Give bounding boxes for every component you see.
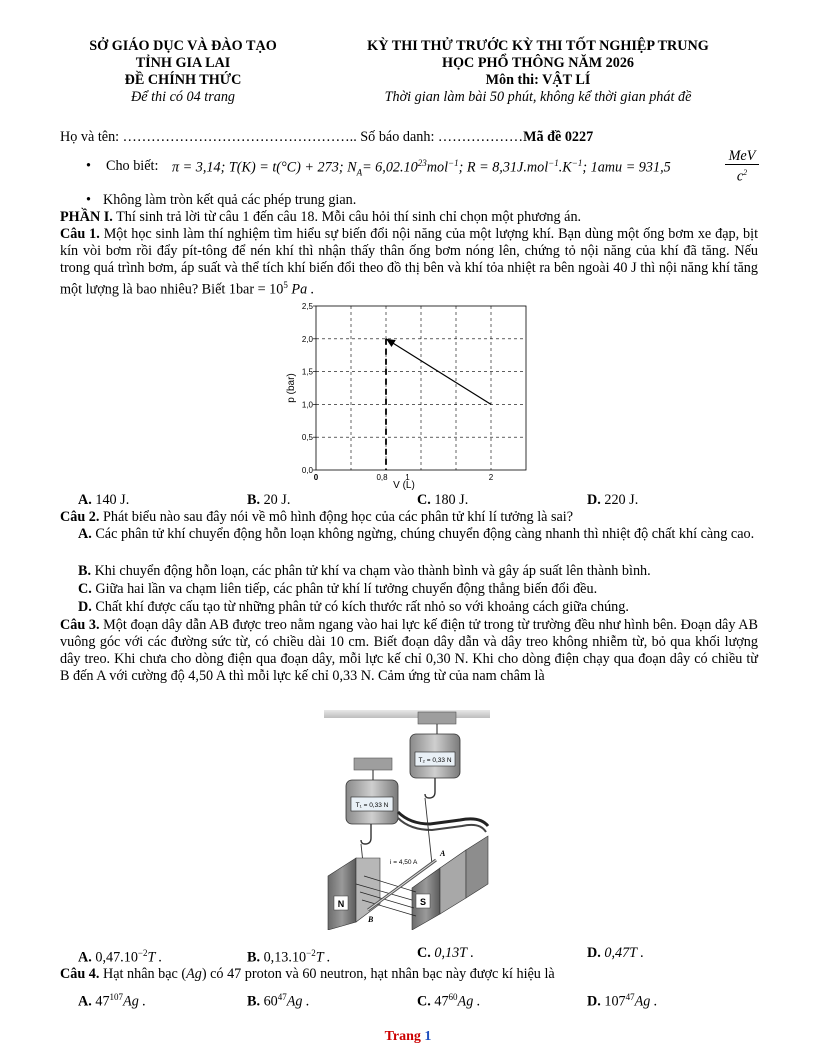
- chart-y-tick-label: 2,0: [301, 334, 313, 344]
- province-name: TỈNH GIA LAI: [135, 55, 231, 71]
- magnet-figure: [320, 708, 494, 930]
- chart-y-tick-label: 0,0: [301, 466, 313, 475]
- name-field-label: Họ và tên: …………………………………………..: [60, 129, 357, 145]
- given-bullet-1: • Cho biết: π = 3,14; T(K) = t(°C) + 273; $N_A= 6,02.10^{23}mol^{-1}$; $R = 8,31J.mol^{-1}.K^{-1}$; 1amu = 931,5 MeV $c^2$: [86, 153, 766, 187]
- q4-option-a[interactable]: A. $47^{107}Ag$ .: [78, 992, 146, 1010]
- dept-name: SỞ GIÁO DỤC VÀ ĐÀO TẠO: [89, 38, 277, 54]
- current-label: i = 4,50 A: [390, 859, 418, 866]
- given-formula: π = 3,14; T(K) = t(°C) + 273; $N_A= 6,02.10^{23}mol^{-1}$; $R = 8,31J.mol^{-1}.K^{-1}$; 1amu = 931,5: [172, 158, 671, 178]
- left-scale-reading: T₁ = 0,33 N: [355, 802, 389, 809]
- question-3: Câu 3. Một đoạn dây dẫn AB được treo nằm ngang vào hai lực kế điện tử trong từ trường đều như hình bên. Đoạn dây AB vuông góc với các đường sức từ, có chiều dài 10 cm. Biết đoạn dây dẫn và dây treo không nhiễm từ, bỏ qua khối lượng dây treo. Khi chưa cho dòng điện qua đoạn dây, mỗi lực kế chỉ 0,30 N. Khi cho dòng điện chạy qua đoạn dây có chiều từ B đến A với cường độ 4,50 A thì mỗi lực kế chỉ 0,33 N. Cảm ứng từ của nam châm là: [60, 617, 759, 684]
- official-label: ĐỀ CHÍNH THỨC: [124, 72, 242, 88]
- q2-option-a[interactable]: A. Các phân tử khí chuyển động hỗn loạn không ngừng, chúng chuyển động càng nhanh thì nhiệt độ chất khí càng cao.: [78, 526, 755, 542]
- chart-y-tick-label: 0,5: [301, 433, 313, 443]
- q1-option-c[interactable]: C. 180 J.: [417, 492, 469, 508]
- chart-arrowhead: [386, 339, 396, 347]
- chart-x-tick-label: 0: [313, 473, 319, 482]
- chart-x-tick-label: 1: [405, 473, 410, 482]
- q2-option-c[interactable]: C. Giữa hai lần va chạm liên tiếp, các phân tử khí lí tưởng chuyển động thẳng biến đổi đều.: [78, 581, 598, 597]
- magnet-n: [328, 858, 356, 930]
- chart-ticks: [302, 302, 494, 482]
- right-mount: [418, 712, 456, 724]
- part1-heading: PHẦN I. Thí sinh trả lời từ câu 1 đến câu 18. Mỗi câu hỏi thí sinh chỉ chọn một phương án.: [60, 209, 582, 225]
- ceiling-bar: [324, 710, 490, 718]
- question-2: Câu 2. Phát biểu nào sau đây nói về mô hình động học của các phân tử khí lí tưởng là sai?: [60, 509, 574, 525]
- q3-option-b[interactable]: B. $0,13.10^{-2}T$ .: [247, 948, 331, 966]
- q4-option-d[interactable]: D. $107^{47}Ag$ .: [587, 992, 658, 1010]
- cable: [398, 812, 488, 826]
- subject: Môn thi: VẬT LÍ: [485, 72, 591, 88]
- q4-option-b[interactable]: B. $60^{47}Ag$ .: [247, 992, 310, 1010]
- page-footer: [0, 1029, 816, 1045]
- sbd-field-label: Số báo danh: ………………: [360, 129, 524, 145]
- question-1: Câu 1. Một học sinh làm thí nghiệm tìm hiểu sự biến đổi nội năng của một lượng khí. Bạn dùng một ống bơm xe đạp, bịt kín vòi bơm rồi đẩy pít-tông để nén khí thì nhận thấy thân ống bơm nóng lên, chứng tỏ nội năng của khí đã tăng. Nếu trong quá trình bơm, áp suất và thể tích khí biến đổi theo đồ thị bên và khí tỏa nhiệt ra bên ngoài 40 J thì nội năng khí tăng một lượng là bao nhiêu? Biết $1bar = 10^5$ Pa .: [60, 226, 759, 298]
- q1-option-d[interactable]: D. 220 J.: [587, 492, 639, 508]
- given-bullet-2: • Không làm tròn kết quả các phép trung gian.: [86, 192, 357, 208]
- student-info: [60, 129, 760, 146]
- footer-page-number: 1: [424, 1029, 432, 1044]
- chart-xlabel: V (L): [393, 480, 415, 491]
- pole-n-label: N: [337, 899, 345, 909]
- chart-ylabel: p (bar): [286, 373, 297, 403]
- q1-option-a[interactable]: A. 140 J.: [78, 492, 130, 508]
- exam-title-2: HỌC PHỔ THÔNG NĂM 2026: [441, 55, 635, 71]
- chart-x-tick-label: 2: [488, 473, 494, 482]
- point-b-label: B: [368, 915, 374, 924]
- q1-option-b[interactable]: B. 20 J.: [247, 492, 291, 508]
- q3-option-c[interactable]: C. 0,13T .: [417, 945, 474, 961]
- footer-page-word: Trang: [384, 1029, 421, 1044]
- q2-option-d[interactable]: D. Chất khí được cấu tạo từ những phân tử có kích thước rất nhỏ so với khoảng cách giữa chúng.: [78, 599, 629, 615]
- right-scale-reading: T₂ = 0,33 N: [418, 757, 452, 764]
- header-right: [316, 38, 760, 106]
- header-left: [60, 38, 306, 106]
- chart-grid: [316, 306, 526, 470]
- exam-code: Mã đề 0227: [523, 129, 594, 145]
- chart-x-tick-label: 0,8: [376, 473, 388, 482]
- chart-y-tick-label: 1,5: [301, 367, 313, 377]
- question-4: Câu 4. Hạt nhân bạc (Ag) có 47 proton và 60 neutron, hạt nhân bạc này được kí hiệu là: [60, 966, 555, 982]
- q2-option-b[interactable]: B. Khi chuyển động hỗn loạn, các phân tử khí va chạm vào thành bình và gây áp suất lên thành bình.: [78, 563, 651, 579]
- q4-option-c[interactable]: C. $47^{60}Ag$ .: [417, 992, 481, 1010]
- q3-option-d[interactable]: D. 0,47T .: [587, 945, 644, 961]
- pole-s-label: S: [419, 897, 427, 907]
- left-mount: [354, 758, 392, 770]
- q3-option-a[interactable]: A. $0,47.10^{-2}T$ .: [78, 948, 163, 966]
- page-count: Để thi có 04 trang: [130, 89, 236, 105]
- point-a-label: A: [440, 849, 446, 858]
- chart-y-tick-label: 1,0: [301, 400, 313, 410]
- pv-chart: [270, 298, 540, 494]
- time-note: Thời gian làm bài 50 phút, không kể thời gian phát đề: [384, 89, 692, 105]
- exam-title-1: KỲ THI THỬ TRƯỚC KỲ THI TỐT NGHIỆP TRUNG: [367, 38, 709, 54]
- given-fraction: MeV $c^2$: [725, 149, 759, 185]
- chart-y-tick-label: 2,5: [301, 302, 313, 311]
